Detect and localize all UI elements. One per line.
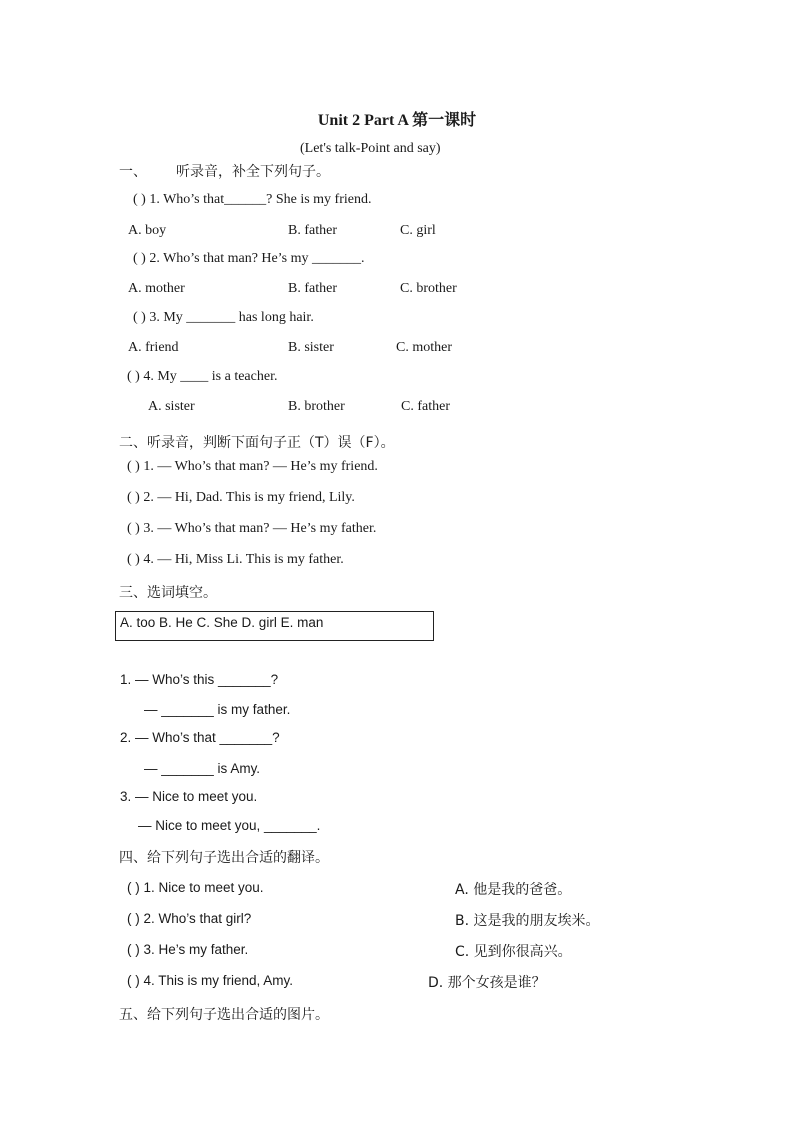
section1-question-2: ( ) 2. Who’s that man? He’s my _______.: [133, 251, 365, 266]
section1-q3-option-b: B. sister: [288, 340, 334, 355]
section1-q2-option-c: C. brother: [400, 281, 457, 296]
section3-item-2-answer: — _______ is Amy.: [144, 761, 261, 776]
section4-item-3-cn: C. 见到你很高兴。: [455, 944, 572, 960]
section1-number: 一、: [119, 164, 147, 180]
section4-item-4-cn: D. 那个女孩是谁？: [428, 975, 546, 991]
section5-heading: 五、给下列句子选出合适的图片。: [119, 1007, 329, 1023]
section4-item-4-en: ( ) 4. This is my friend, Amy.: [127, 973, 294, 988]
section1-heading: 听录音，补全下列句子。: [176, 164, 330, 180]
section4-item-2-cn: B. 这是我的朋友埃米。: [455, 913, 600, 929]
section3-heading: 三、选词填空。: [119, 585, 217, 601]
page-title: Unit 2 Part A 第一课时: [317, 112, 477, 129]
section2-item-4: ( ) 4. — Hi, Miss Li. This is my father.: [127, 552, 344, 567]
section1-question-1: ( ) 1. Who’s that______? She is my friend.: [133, 192, 372, 207]
section1-q2-option-a: A. mother: [128, 281, 185, 296]
section3-item-3: 3. — Nice to meet you.: [120, 789, 258, 804]
section2-item-1: ( ) 1. — Who’s that man? — He’s my friend.: [127, 459, 378, 474]
section1-q1-option-b: B. father: [288, 223, 337, 238]
section2-item-2: ( ) 2. — Hi, Dad. This is my friend, Lily.: [127, 490, 355, 505]
section3-item-1: 1. — Who’s this _______?: [120, 672, 279, 687]
section3-item-1-answer: — _______ is my father.: [144, 702, 291, 717]
section1-q4-option-c: C. father: [401, 399, 450, 414]
section1-q3-option-c: C. mother: [396, 340, 452, 355]
section1-question-3: ( ) 3. My _______ has long hair.: [133, 310, 314, 325]
word-bank-options: A. too B. He C. She D. girl E. man: [120, 615, 324, 630]
section1-q1-option-a: A. boy: [128, 223, 167, 238]
section3-item-2: 2. — Who’s that _______?: [120, 730, 280, 745]
section1-question-4: ( ) 4. My ____ is a teacher.: [127, 369, 278, 384]
section4-item-2-en: ( ) 2. Who’s that girl?: [127, 911, 252, 926]
section4-item-1-cn: A. 他是我的爸爸。: [455, 882, 572, 898]
section4-heading: 四、给下列句子选出合适的翻译。: [119, 850, 329, 866]
section3-item-3-answer: — Nice to meet you, _______.: [138, 818, 321, 833]
page-subtitle: (Let's talk-Point and say): [300, 141, 441, 156]
section2-item-3: ( ) 3. — Who’s that man? — He’s my father.: [127, 521, 377, 536]
section1-q1-option-c: C. girl: [400, 223, 436, 238]
section4-item-3-en: ( ) 3. He’s my father.: [127, 942, 249, 957]
section1-q3-option-a: A. friend: [128, 340, 179, 355]
section1-q2-option-b: B. father: [288, 281, 337, 296]
section1-q4-option-b: B. brother: [288, 399, 345, 414]
section2-heading: 二、听录音，判断下面句子正（T）误（F）。: [119, 435, 395, 451]
section1-q4-option-a: A. sister: [148, 399, 195, 414]
section4-item-1-en: ( ) 1. Nice to meet you.: [127, 880, 264, 895]
